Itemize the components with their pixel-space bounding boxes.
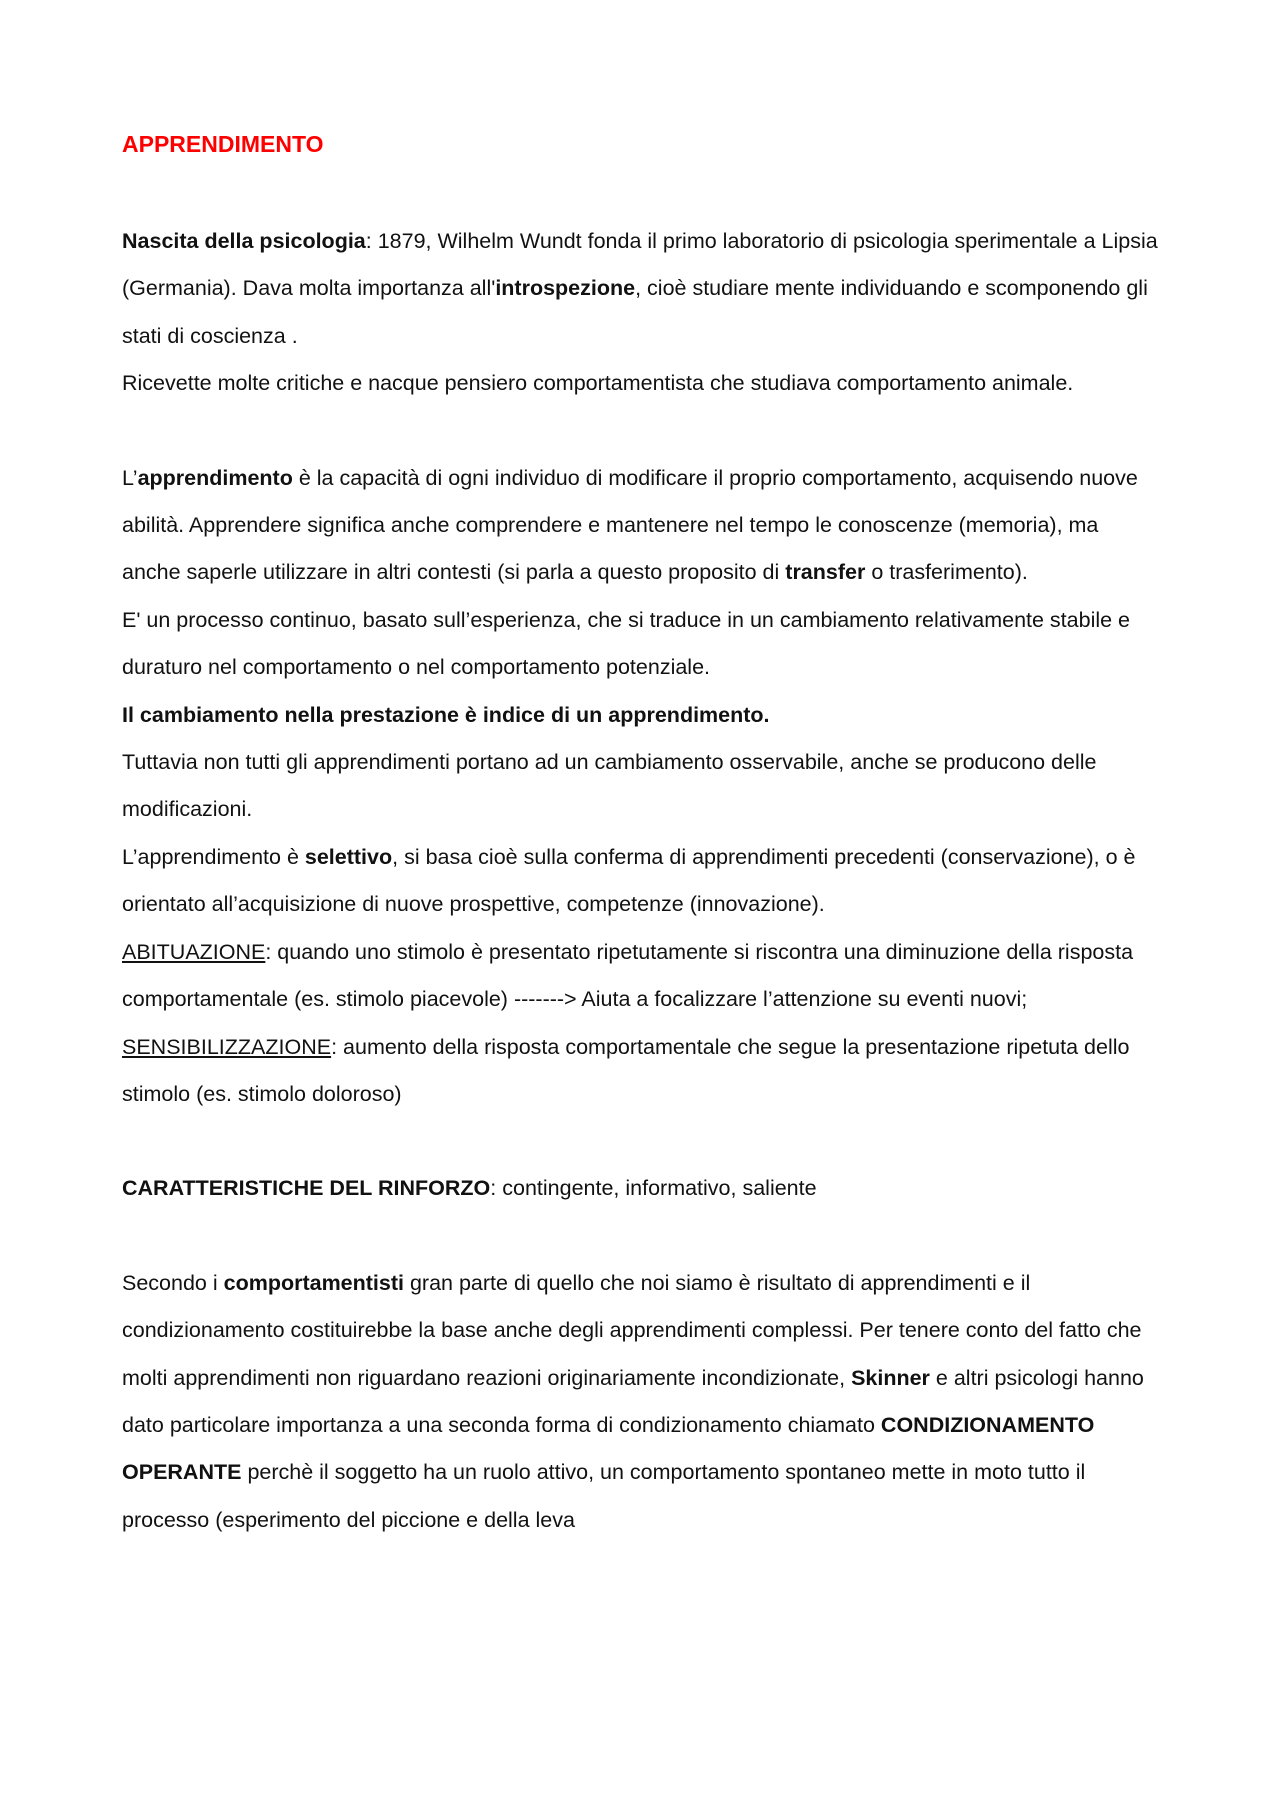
underlined-term: ABITUAZIONE (122, 939, 266, 964)
text-run: : aumento della risposta comportamentale che segue la presentazione ripetuta dello stimolo (es. stimolo doloroso) (122, 1034, 1130, 1106)
bold-term: apprendimento (137, 465, 293, 490)
paragraph-habituation (122, 929, 1160, 1024)
paragraph-gap (122, 1213, 1160, 1260)
text-run: : quando uno stimolo è presentato ripetutamente si riscontra una diminuzione della risposta comportamentale (es. stimolo piacevole) -------> Aiuta a focalizzare l’attenzione su eventi nuovi; (122, 939, 1134, 1012)
bold-term: Nascita della psicologia (122, 229, 366, 253)
text-run: L’apprendimento è (122, 844, 305, 869)
bold-term: CONDIZIONAMENTO OPERANTE (122, 1412, 1095, 1485)
text-run: : contingente, informativo, saliente (490, 1176, 817, 1201)
text-run: e altri psicologi hanno dato particolare importanza a una seconda forma di condizionamento chiamato (122, 1365, 1144, 1437)
paragraph-criticism: Ricevette molte critiche e nacque pensiero comportamentista che studiava comportamento animale. (122, 371, 1074, 396)
paragraph-sensitization (122, 1024, 1160, 1119)
text-run: è la capacità di ogni individuo di modificare il proprio comportamento, acquisendo nuove abilità. Apprendere significa anche comprendere e mantenere nel tempo le conoscenze (memoria), ma anche saperle utilizzare in altri contesti (si parla a questo proposito di (122, 465, 1138, 585)
underlined-term: SENSIBILIZZAZIONE (122, 1034, 332, 1059)
paragraph-selective (122, 834, 1160, 929)
bold-term: CARATTERISTICHE DEL RINFORZO (122, 1176, 491, 1201)
bold-statement: Il cambiamento nella prestazione è indice di un apprendimento. (122, 702, 770, 727)
paragraph-gap (122, 1118, 1160, 1165)
bold-term: transfer (785, 560, 866, 585)
paragraph-behaviorists (122, 1260, 1160, 1544)
paragraph-learning-definition (122, 455, 1160, 597)
paragraph-continuous-process: E' un processo continuo, basato sull’esperienza, che si traduce in un cambiamento relativamente stabile e duraturo nel comportamento o nel comportamento potenziale. (122, 607, 1131, 680)
paragraph-bold-statement (122, 692, 1160, 739)
bold-term: introspezione (495, 276, 636, 301)
text-run: , si basa cioè sulla conferma di apprendimenti precedenti (conservazione), o è orientato all’acquisizione di nuove prospettive, competenze (innovazione). (122, 844, 1136, 917)
paragraph-reinforcement (122, 1165, 1160, 1212)
bold-term: selettivo (304, 844, 393, 869)
text-run: perchè il soggetto ha un ruolo attivo, un comportamento spontaneo mette in moto tutto il processo (esperimento del piccione e della leva (122, 1460, 1086, 1532)
paragraph-birth-of-psychology (122, 218, 1160, 360)
text-run: o trasferimento). (865, 560, 1028, 585)
text-run: L’ (122, 465, 138, 490)
text-run: Secondo i (122, 1270, 224, 1295)
bold-term: comportamentisti (223, 1270, 404, 1295)
bold-term: Skinner (851, 1365, 930, 1390)
text-run: : 1879, Wilhelm Wundt fonda il primo laboratorio di psicologia sperimentale a Lipsia (Germania). Dava molta importanza all' (122, 229, 1158, 301)
text-run: , cioè studiare mente individuando e scomponendo gli stati di coscienza . (122, 276, 1148, 348)
text-run: gran parte di quello che noi siamo è risultato di apprendimenti e il condizionamento costituirebbe la base anche degli apprendimenti complessi. Per tenere conto del fatto che molti apprendimenti non riguardano reazioni originariamente incondizionate, (122, 1270, 1142, 1390)
document-title: APPRENDIMENTO (122, 131, 324, 157)
paragraph-gap (122, 408, 1160, 455)
paragraph-not-all-learning: Tuttavia non tutti gli apprendimenti portano ad un cambiamento osservabile, anche se producono delle modificazioni. (122, 750, 1097, 822)
